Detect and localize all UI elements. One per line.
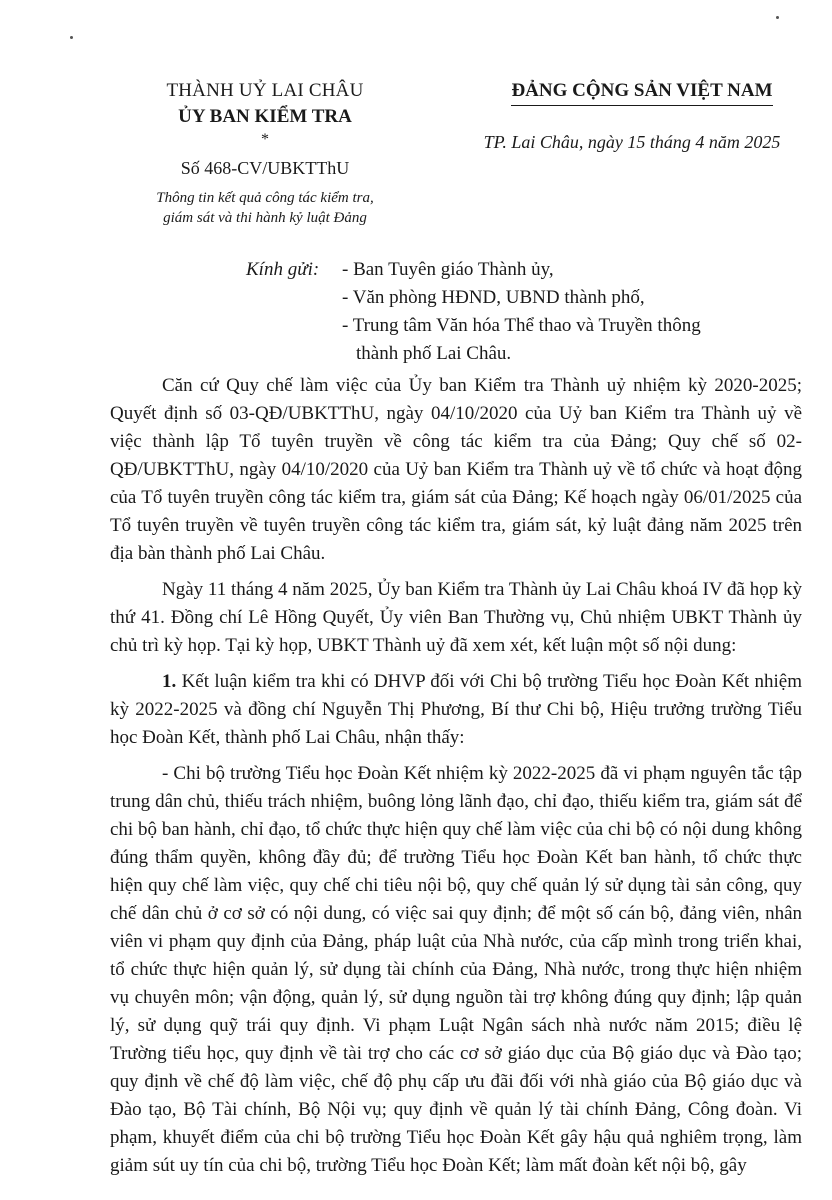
- scan-speck: [776, 16, 779, 19]
- scan-speck: [70, 36, 73, 39]
- document-number: Số 468-CV/UBKTThU: [180, 158, 350, 178]
- body-paragraph: - Chi bộ trường Tiểu học Đoàn Kết nhiệm kỳ 2022-2025 đã vi phạm nguyên tắc tập trung dân chủ, thiếu trách nhiệm, buông lỏng lãnh đạo, chỉ đạo, thiếu kiểm tra, giám sát để chi bộ ban hành, chỉ đạo, tổ chức thực hiện quy chế làm việc của chi bộ có nội dung không đúng thẩm quyền, không đầy đủ; để trường Tiểu học Đoàn Kết ban hành, tổ chức thực hiện quy chế làm việc, quy chế chi tiêu nội bộ, quy chế quản lý sử dụng tài sản công, quy chế dân chủ ở cơ sở có nội dung, có việc sai quy định; để một số cán bộ, đảng viên, nhân viên vi phạm quy định của Đảng, pháp luật của Nhà nước, của cấp mình trong triển khai, tổ chức thực hiện quản lý, sử dụng tài chính của Đảng, Nhà nước, trong thực hiện nhiệm vụ chuyên môn; vận động, quản lý, sử dụng nguồn tài trợ không đúng quy định; lập quản lý, sử dụng quỹ trái quy định. Vi phạm Luật Ngân sách nhà nước năm 2015; điều lệ Trường tiểu học, quy định về tài trợ cho các cơ sở giáo dục của Bộ giáo dục và Đào tạo; quy định về chế độ làm việc, chế độ phụ cấp ưu đãi đối với nhà giáo của Bộ giáo dục và Đào tạo, Bộ Tài chính, Bộ Nội vụ; quy định về quản lý tài chính Đảng, Công đoàn. Vi phạm, khuyết điểm của chi bộ trường Tiểu học Đoàn Kết gây hậu quả nghiêm trọng, làm giảm sút uy tín của chi bộ, trường Tiểu học Đoàn Kết; làm mất đoàn kết nội bộ, gây: [110, 763, 802, 1176]
- party-name: ĐẢNG CỘNG SẢN VIỆT NAM: [511, 78, 772, 106]
- issuer-org-line1: THÀNH UỶ LAI CHÂU: [166, 80, 364, 101]
- recipient-item: - Trung tâm Văn hóa Thể thao và Truyền thông: [342, 315, 701, 336]
- document-subject: [110, 188, 420, 228]
- recipient-item: - Ban Tuyên giáo Thành ủy,: [342, 259, 554, 280]
- recipient-item: - Văn phòng HĐND, UBND thành phố,: [342, 287, 645, 308]
- body-paragraph-numbered: [110, 668, 802, 752]
- document-body: [110, 372, 802, 1188]
- paragraph-number: 1.: [162, 671, 177, 692]
- paragraph-text: Kết luận kiểm tra khi có DHVP đối với Chi bộ trường Tiểu học Đoàn Kết nhiệm kỳ 2022-2025 và đồng chí Nguyễn Thị Phương, Bí thư Chi bộ, Hiệu trưởng trường Tiểu học Đoàn Kết, thành phố Lai Châu, nhận thấy:: [110, 671, 802, 748]
- subject-line1: Thông tin kết quả công tác kiểm tra,: [156, 190, 374, 206]
- subject-line2: giám sát và thi hành kỷ luật Đảng: [163, 210, 367, 226]
- recipients-label: Kính gửi:: [246, 259, 320, 280]
- recipient-item: thành phố Lai Châu.: [356, 343, 512, 364]
- date-place: TP. Lai Châu, ngày 15 tháng 4 năm 2025: [483, 132, 781, 152]
- recipients-block: [246, 256, 806, 368]
- issuer-org-line2: ỦY BAN KIỂM TRA: [178, 106, 352, 127]
- issuer-star: *: [261, 131, 269, 148]
- issuer-block: [110, 78, 420, 228]
- party-block: [452, 78, 832, 154]
- recipients-list: [342, 256, 806, 368]
- body-paragraph: Ngày 11 tháng 4 năm 2025, Ủy ban Kiểm tra Thành ủy Lai Châu khoá IV đã họp kỳ thứ 41. Đồng chí Lê Hồng Quyết, Ủy viên Ban Thường vụ, Chủ nhiệm UBKT Thành ủy chủ trì kỳ họp. Tại kỳ họp, UBKT Thành uỷ đã xem xét, kết luận một số nội dung:: [110, 579, 802, 656]
- body-paragraph: Căn cứ Quy chế làm việc của Ủy ban Kiểm tra Thành uỷ nhiệm kỳ 2020-2025; Quyết định số 03-QĐ/UBKTThU, ngày 04/10/2020 của Uỷ ban Kiểm tra Thành uỷ về việc thành lập Tổ tuyên truyền về công tác kiểm tra của Đảng; Quy chế số 02-QĐ/UBKTThU, ngày 04/10/2020 của Uỷ ban Kiểm tra Thành uỷ về tổ chức và hoạt động của Tổ tuyên truyền công tác kiểm tra, giám sát của Đảng; Kế hoạch ngày 06/01/2025 của Tổ tuyên truyền về tuyên truyền công tác kiểm tra, giám sát, kỷ luật đảng năm 2025 trên địa bàn thành phố Lai Châu.: [110, 375, 802, 564]
